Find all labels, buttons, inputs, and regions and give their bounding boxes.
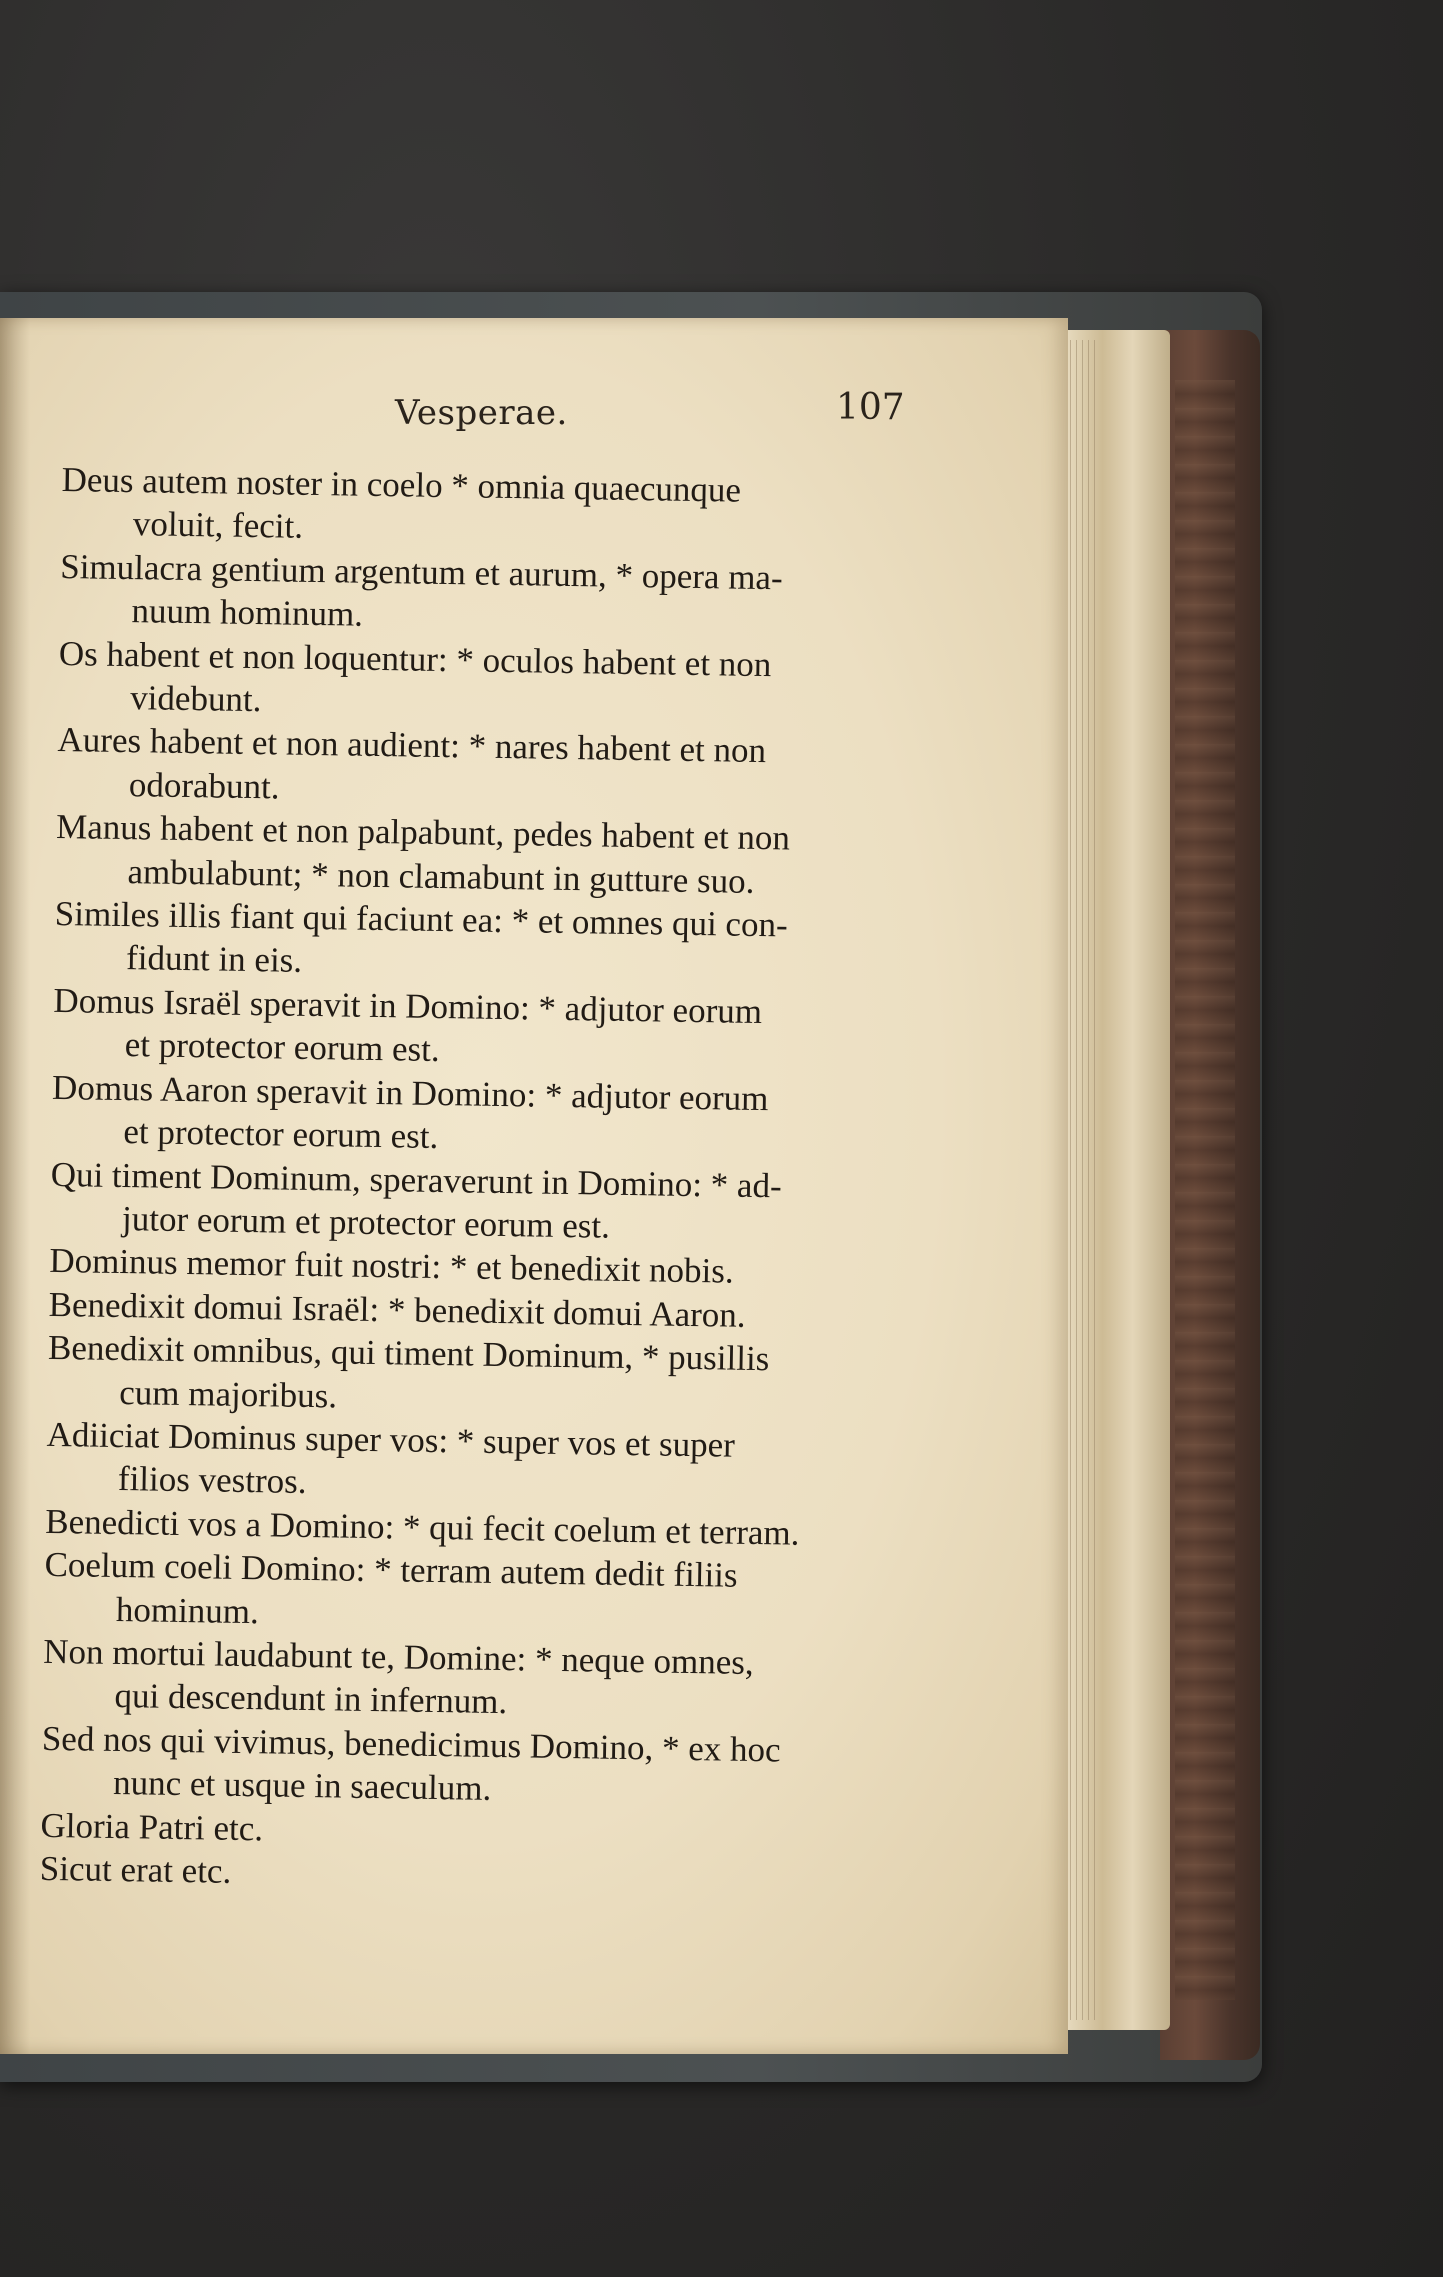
verse-17: Sed nos qui vivimus, benedicimus Domino, * ex hoc nunc et usque in saeculum. [41,1718,781,1809]
running-header: Vesperae. [395,393,568,433]
verse-3: Os habent et non loquentur: * oculos habent et non videbunt. [58,633,772,720]
verse-7: Domus Israël speravit in Domino: * adjutor eorum et protector eorum est. [53,980,763,1070]
verse-6: Similes illis fiant qui faciunt ea: * et omnes qui con- fidunt in eis. [54,894,788,981]
book-spine-texture [1175,380,1235,2000]
verse-8: Domus Aaron speravit in Domino: * adjutor eorum et protector eorum est. [51,1067,769,1157]
verse-18: Gloria Patri etc. [40,1805,264,1848]
verse-19: Sicut erat etc. [39,1848,232,1891]
verse-1: Deus autem noster in coelo * omnia quaecunque voluit, fecit. [61,459,742,547]
psalm-text [40,458,922,1904]
verse-10: Dominus memor fuit nostri: * et benedixit nobis. [49,1241,735,1291]
verse-11: Benedixit domui Israël: * benedixit domui Aaron. [48,1284,746,1335]
verse-9: Qui timent Dominum, speraverunt in Domino: * ad- jutor eorum et protector eorum est. [50,1154,782,1246]
verse-2: Simulacra gentium argentum et aurum, * opera ma- nuum hominum. [59,546,783,634]
verse-13: Adiiciat Dominus super vos: * super vos et super filios vestros. [46,1414,736,1502]
page-number: 107 [836,387,905,428]
verse-12: Benedixit omnibus, qui timent Dominum, * pusillis cum majoribus. [47,1328,770,1415]
verse-4: Aures habent et non audient: * nares habent et non odorabunt. [57,720,767,807]
page-gutter-shadow [0,318,30,2054]
verse-15: Coelum coeli Domino: * terram autem dedit filiis hominum. [44,1545,738,1631]
verse-5: Manus habent et non palpabunt, pedes habent et non ambulabunt; * non clamabunt in gutture suo. [55,807,791,901]
verse-16: Non mortui laudabunt te, Domine: * neque omnes, qui descendunt in infernum. [42,1631,755,1722]
verse-14: Benedicti vos a Domino: * qui fecit coelum et terram. [44,1501,800,1553]
